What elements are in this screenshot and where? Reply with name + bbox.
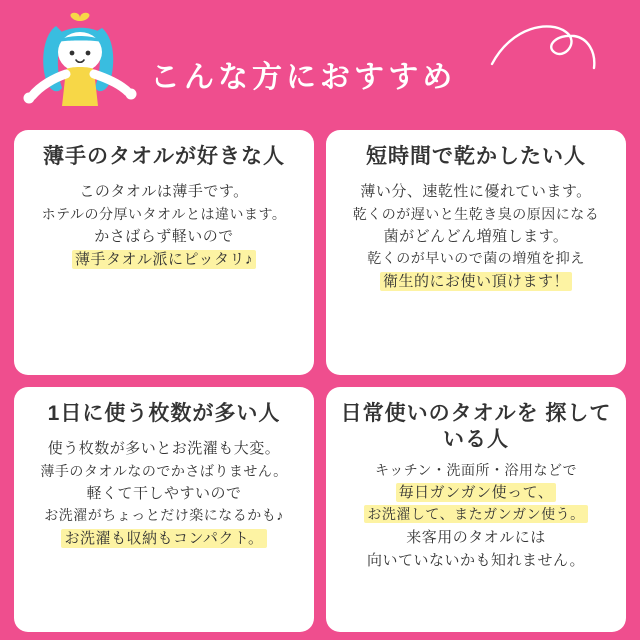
body-line: 使う枚数が多いとお洗濯も大変。 — [47, 440, 281, 458]
card-many-towels-per-day — [14, 387, 314, 632]
body-line: 乾くのが遅いと生乾き臭の原因になる — [352, 205, 600, 222]
card-everyday-use — [326, 387, 626, 632]
card-title: 薄手のタオルが好きな人 — [43, 145, 285, 168]
card-quick-dry — [326, 130, 626, 375]
body-line: 乾くのが早いので菌の増殖を抑え — [367, 250, 585, 267]
card-body — [336, 180, 616, 293]
recommendation-cards — [14, 130, 626, 632]
card-body — [24, 180, 304, 271]
highlighted-text: お洗濯も収納もコンパクト。 — [61, 529, 266, 548]
highlighted-text: お洗濯して、またガンガン使う。 — [364, 505, 587, 523]
body-line: 薄手のタオルなのでかさばりません。 — [40, 462, 288, 479]
body-line: 向いていないかも知れません。 — [367, 552, 585, 570]
card-thin-towel-lovers — [14, 130, 314, 375]
card-body — [336, 460, 616, 573]
card-body — [24, 437, 304, 550]
card-title — [336, 401, 616, 454]
highlighted-text: 薄手タオル派にピッタリ♪ — [72, 250, 256, 269]
body-line: 薄い分、速乾性に優れています。 — [360, 183, 592, 201]
highlighted-text: 毎日ガンガン使って、 — [396, 483, 557, 502]
body-line: かさばらず軽いので — [94, 228, 234, 246]
card-title: 1日に使う枚数が多い人 — [47, 402, 281, 425]
highlighted-text: 衛生的にお使い頂けます！ — [380, 272, 572, 291]
body-line: ホテルの分厚いタオルとは違います。 — [41, 205, 287, 222]
page-title: こんな方におすすめ — [150, 61, 457, 94]
body-line: 菌がどんどん増殖します。 — [383, 228, 569, 246]
body-line: キッチン・洗面所・浴用などで — [374, 461, 578, 478]
swirl-decoration — [490, 18, 600, 78]
header-banner — [0, 0, 640, 122]
body-line: このタオルは薄手です。 — [79, 183, 249, 201]
body-line: お洗濯がちょっとだけ楽になるかも♪ — [44, 507, 284, 524]
girl-illustration — [10, 8, 150, 118]
card-title-line: 日常使いのタオルを — [340, 402, 539, 425]
body-line: 軽くて干しやすいので — [86, 485, 242, 503]
card-title: 短時間で乾かしたい人 — [366, 145, 586, 168]
card-title-line: 探している人 — [443, 402, 612, 452]
body-line: 来客用のタオルには — [406, 529, 546, 547]
